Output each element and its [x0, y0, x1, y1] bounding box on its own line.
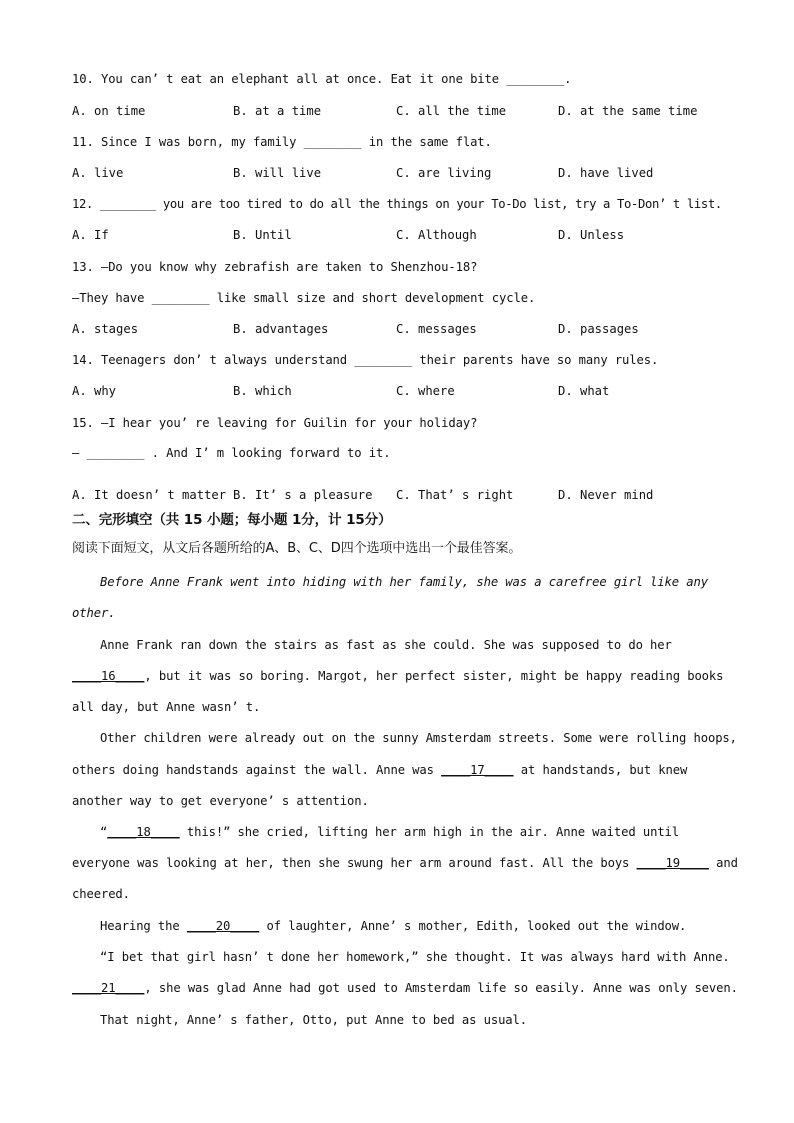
q11-option-c: C. are living: [396, 166, 492, 180]
passage-p6-line-1: That night, Anne’ s father, Otto, put Anne to bed as usual.: [100, 1013, 528, 1027]
q15-option-c: C. That’ s right: [396, 488, 514, 502]
q14-option-d: D. what: [558, 384, 610, 398]
q12-option-a: A. If: [72, 228, 109, 242]
section-2-heading: 二、完形填空（共 15 小题；每小题 1分，计 15分）: [72, 512, 392, 528]
passage-p3-line-1: “____18____ this!” she cried, lifting her arm high in the air. Anne waited until: [100, 825, 680, 839]
q15-option-b: B. It’ s a pleasure: [233, 488, 373, 502]
q15-option-a: A. It doesn’ t matter: [72, 488, 227, 502]
passage-p3-line-2: everyone was looking at her, then she swung her arm around fast. All the boys ____19____ and: [72, 856, 738, 870]
passage-p2-line-2: others doing handstands against the wall. Anne was ____17____ at handstands, but knew: [72, 763, 688, 777]
question-15-stem: 15. —I hear you’ re leaving for Guilin for your holiday?: [72, 416, 478, 430]
passage-p2-line-3: another way to get everyone’ s attention.: [72, 794, 369, 808]
q10-option-b: B. at a time: [233, 104, 322, 118]
q10-option-c: C. all the time: [396, 104, 507, 118]
q15-option-d: D. Never mind: [558, 488, 654, 502]
passage-p5-line-2: ____21____, she was glad Anne had got used to Amsterdam life so easily. Anne was only seven.: [72, 981, 738, 995]
q13-option-b: B. advantages: [233, 322, 329, 336]
q12-option-b: B. Until: [233, 228, 292, 242]
q13-option-a: A. stages: [72, 322, 139, 336]
blank-20: ____20____: [186, 919, 260, 933]
q14-option-b: B. which: [233, 384, 292, 398]
question-15-stem-2: — ________ . And I’ m looking forward to it.: [72, 446, 391, 460]
q10-option-d: D. at the same time: [558, 104, 698, 118]
blank-18: ____18____: [107, 825, 180, 839]
q13-option-d: D. passages: [558, 322, 639, 336]
blank-16: ____16____: [72, 669, 145, 683]
section-2-instruction: 阅读下面短文，从文后各题所给的A、B、C、D四个选项中选出一个最佳答案。: [72, 541, 522, 556]
passage-p3-line-3: cheered.: [72, 887, 130, 901]
question-14-stem: 14. Teenagers don’ t always understand ________ their parents have so many rules.: [72, 353, 659, 367]
question-13-stem: 13. —Do you know why zebrafish are taken to Shenzhou-18?: [72, 260, 478, 274]
q11-option-d: D. have lived: [558, 166, 654, 180]
passage-p1-line-1: Anne Frank ran down the stairs as fast as she could. She was supposed to do her: [100, 638, 672, 652]
q10-option-a: A. on time: [72, 104, 146, 118]
q14-option-c: C. where: [396, 384, 455, 398]
passage-p4-line-1: Hearing the ____20____ of laughter, Anne’ s mother, Edith, looked out the window.: [100, 919, 687, 933]
question-10-stem: 10. You can’ t eat an elephant all at once. Eat it one bite ________.: [72, 72, 572, 86]
q12-option-c: C. Although: [396, 228, 477, 242]
blank-19: ____19____: [636, 856, 709, 870]
q11-option-a: A. live: [72, 166, 124, 180]
passage-intro-line-1: Before Anne Frank went into hiding with her family, she was a carefree girl like any: [100, 575, 708, 589]
blank-21: ____21____: [72, 981, 145, 995]
blank-17: ____17____: [441, 763, 514, 777]
q14-option-a: A. why: [72, 384, 117, 398]
question-12-stem: 12. ________ you are too tired to do all the things on your To-Do list, try a To-Don’ t list.: [72, 197, 722, 211]
passage-p1-line-3: all day, but Anne wasn’ t.: [72, 700, 261, 714]
q13-option-c: C. messages: [396, 322, 477, 336]
q11-option-b: B. will live: [233, 166, 322, 180]
question-11-stem: 11. Since I was born, my family ________ in the same flat.: [72, 135, 492, 149]
passage-p2-line-1: Other children were already out on the sunny Amsterdam streets. Some were rolling hoops,: [100, 731, 737, 745]
passage-intro-line-2: other.: [72, 606, 116, 620]
question-13-stem-2: —They have ________ like small size and short development cycle.: [72, 291, 536, 305]
passage-p1-line-2: ____16____, but it was so boring. Margot, her perfect sister, might be happy reading books: [72, 669, 724, 683]
passage-p5-line-1: “I bet that girl hasn’ t done her homework,” she thought. It was always hard with Anne.: [100, 950, 730, 964]
q12-option-d: D. Unless: [558, 228, 625, 242]
